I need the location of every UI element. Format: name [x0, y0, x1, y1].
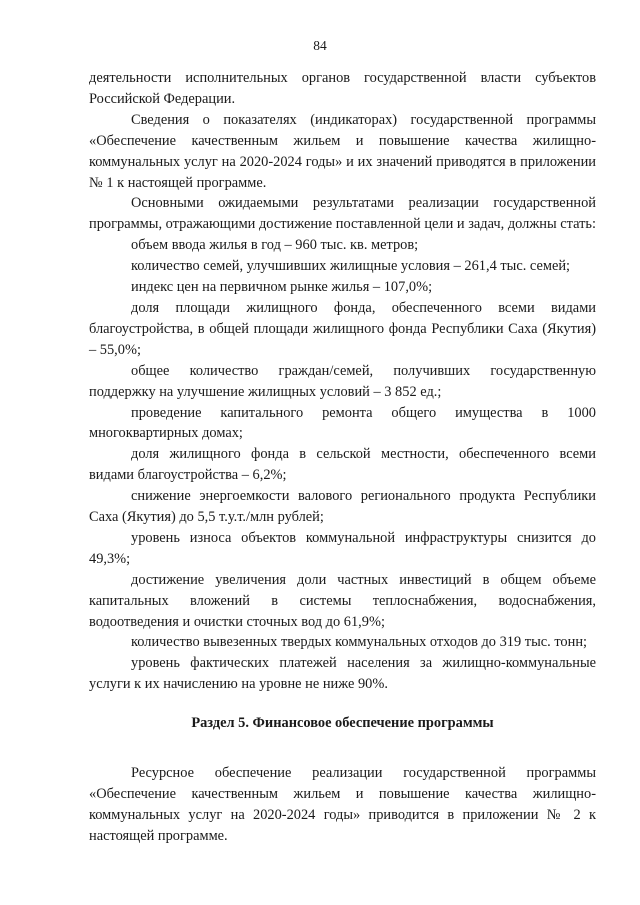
paragraph: деятельности исполнительных органов государственной власти субъектов Российской Федерации.: [89, 70, 596, 107]
list-item: количество семей, улучшивших жилищные условия – 261,4 тыс. семей;: [131, 258, 571, 275]
section-heading: Раздел 5. Финансовое обеспечение программы: [191, 715, 494, 732]
list-item: уровень фактических платежей населения за жилищно-коммунальные услуги к их начислению на уровне не ниже 90%.: [89, 655, 596, 693]
document-body: [89, 68, 596, 847]
list-item: проведение капитального ремонта общего имущества в 1000 многоквартирных домах;: [89, 404, 596, 442]
list-item: доля площади жилищного фонда, обеспеченного всеми видами благоустройства, в общей площади жилищного фонда Республики Саха (Якутия) – 55,0%;: [89, 299, 596, 358]
list-item: уровень износа объектов коммунальной инфраструктуры снизится до 49,3%;: [89, 529, 596, 567]
list-item: индекс цен на первичном рынке жилья – 107,0%;: [131, 279, 433, 296]
list-item: объем ввода жилья в год – 960 тыс. кв. метров;: [131, 237, 419, 254]
list-item: снижение энергоемкости валового регионального продукта Республики Саха (Якутия) до 5,5 т.у.т./млн рублей;: [89, 488, 596, 526]
list-item: количество вывезенных твердых коммунальных отходов до 319 тыс. тонн;: [131, 634, 588, 651]
paragraph: Сведения о показателях (индикаторах) государственной программы «Обеспечение качественным жильем и повышение качества жилищно-коммунальных услуг на 2020-2024 годы» и их значений приводятся в приложении № 1 к настоящей программе.: [89, 111, 596, 191]
list-item: общее количество граждан/семей, получивших государственную поддержку на улучшение жилищных условий – 3 852 ед.;: [89, 362, 596, 400]
paragraph: Основными ожидаемыми результатами реализации государственной программы, отражающими достижение поставленной цели и задач, должны стать:: [89, 195, 596, 233]
list-item: достижение увеличения доли частных инвестиций в общем объеме капитальных вложений в системы теплоснабжения, водоснабжения, водоотведения и очистки сточных вод до 61,9%;: [89, 571, 596, 630]
page-number: 84: [313, 38, 327, 53]
paragraph: Ресурсное обеспечение реализации государственной программы «Обеспечение качественным жильем и повышение качества жилищно-коммунальных услуг на 2020-2024 годы» приводится в приложении № 2 к настоящей программе.: [89, 765, 596, 844]
list-item: доля жилищного фонда в сельской местности, обеспеченного всеми видами благоустройства – 6,2%;: [89, 446, 596, 484]
